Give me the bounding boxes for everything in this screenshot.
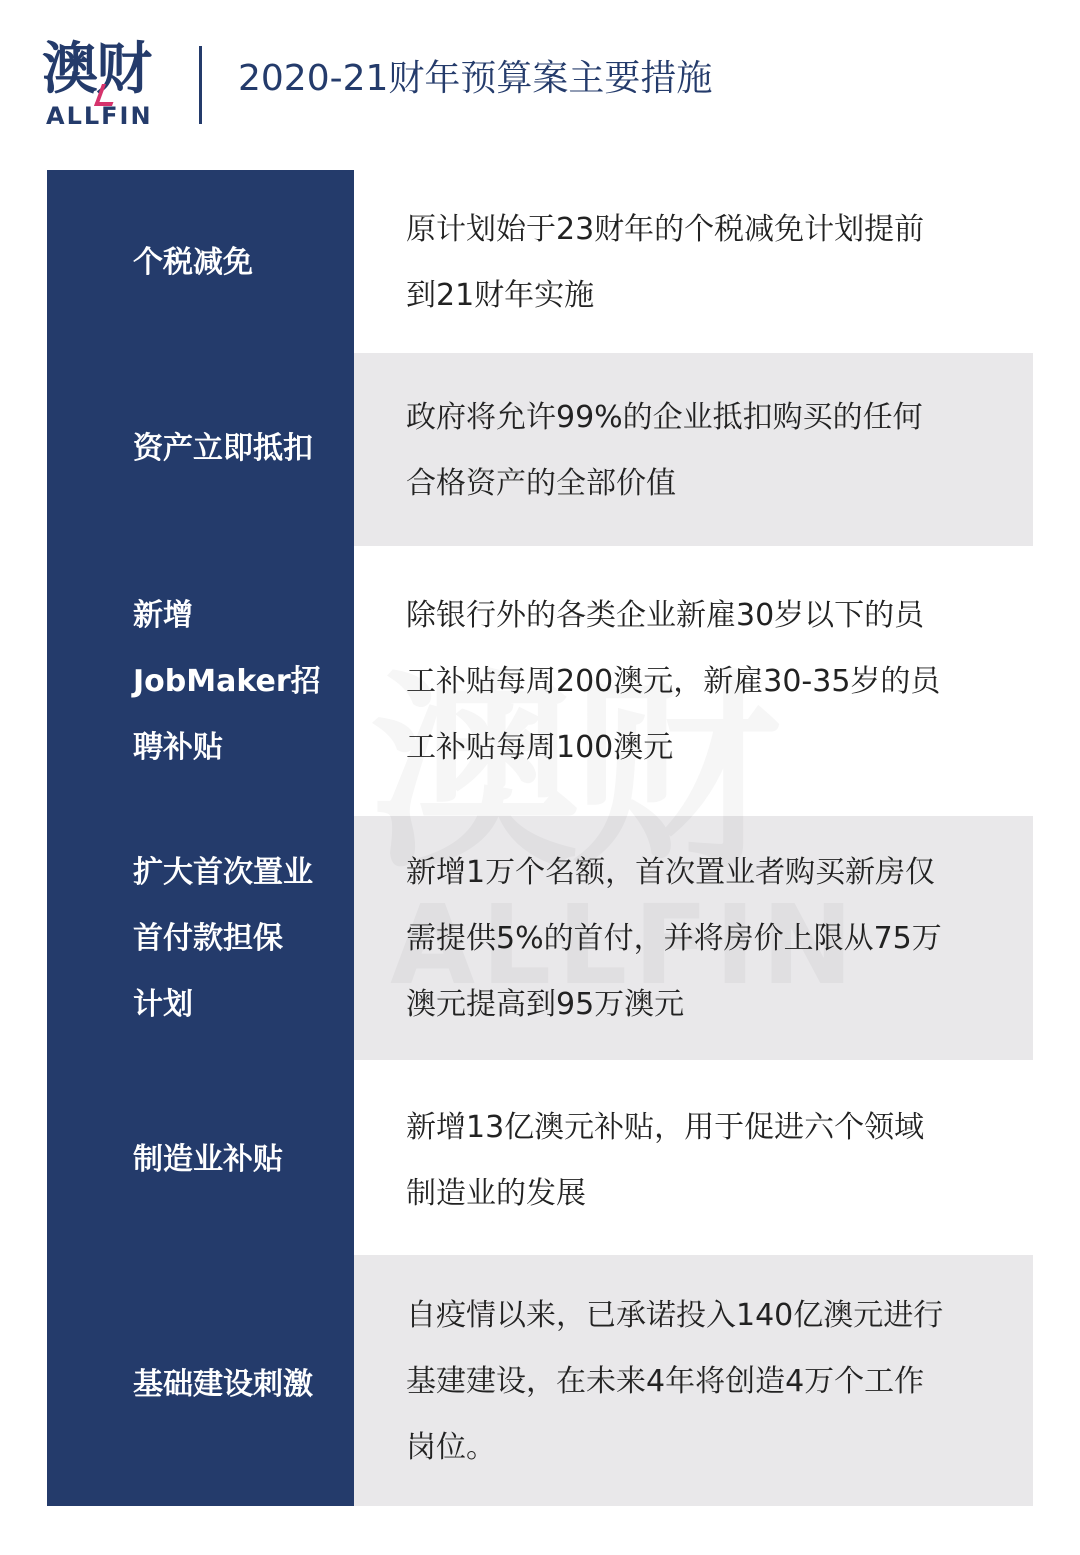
measure-label (133, 416, 333, 482)
description-line: 到21财年实施 (406, 278, 595, 313)
measure-description (406, 1283, 976, 1481)
measure-label-line: 新增 (133, 598, 193, 633)
measure-label-line: 资产立即抵扣 (133, 431, 313, 466)
measure-description (406, 385, 976, 517)
page-title: 2020-21财年预算案主要措施 (238, 58, 713, 99)
measure-label-line: 基础建设刺激 (133, 1367, 313, 1402)
measure-label-line: JobMaker招 (133, 664, 321, 699)
description-line: 自疫情以来，已承诺投入140亿澳元进行 (406, 1298, 944, 1333)
measure-label-line: 扩大首次置业 (133, 855, 313, 890)
description-line: 新增13亿澳元补贴，用于促进六个领域 (406, 1110, 925, 1145)
measure-label-line: 制造业补贴 (133, 1142, 283, 1177)
description-line: 基建建设，在未来4年将创造4万个工作 (406, 1364, 925, 1399)
measure-description (406, 840, 976, 1038)
description-line: 政府将允许99%的企业抵扣购买的任何 (406, 400, 923, 435)
description-line: 制造业的发展 (406, 1176, 586, 1211)
measure-label (133, 230, 333, 296)
description-line: 需提供5%的首付，并将房价上限从75万 (406, 921, 942, 956)
table-row (47, 1060, 1033, 1255)
measure-label-line: 首付款担保 (133, 921, 283, 956)
table-row (47, 816, 1033, 1060)
description-line: 岗位。 (406, 1430, 496, 1465)
measure-description (406, 583, 976, 781)
description-line: 除银行外的各类企业新雇30岁以下的员 (406, 598, 925, 633)
measures-table (47, 170, 1033, 1506)
description-line: 工补贴每周200澳元，新雇30-35岁的员 (406, 664, 941, 699)
description-line: 工补贴每周100澳元 (406, 730, 674, 765)
description-line: 澳元提高到95万澳元 (406, 987, 685, 1022)
measure-label (133, 583, 333, 781)
measure-label-line: 个税减免 (133, 245, 253, 280)
description-line: 合格资产的全部价值 (406, 466, 676, 501)
table-row (47, 353, 1033, 546)
measure-label (133, 840, 333, 1038)
table-row (47, 546, 1033, 816)
table-row (47, 1255, 1033, 1506)
measure-label-line: 聘补贴 (133, 730, 223, 765)
measure-label (133, 1127, 333, 1193)
logo-english: ALLFIN (46, 102, 153, 130)
measure-label-line: 计划 (133, 987, 193, 1022)
header-divider (199, 46, 202, 124)
description-line: 原计划始于23财年的个税减免计划提前 (406, 212, 925, 247)
header (0, 0, 1080, 170)
description-line: 新增1万个名额，首次置业者购买新房仅 (406, 855, 936, 890)
measure-description (406, 1095, 976, 1227)
logo-chinese: 澳财 (42, 37, 150, 102)
table-row (47, 170, 1033, 353)
measure-label (133, 1352, 333, 1418)
measure-description (406, 197, 976, 329)
